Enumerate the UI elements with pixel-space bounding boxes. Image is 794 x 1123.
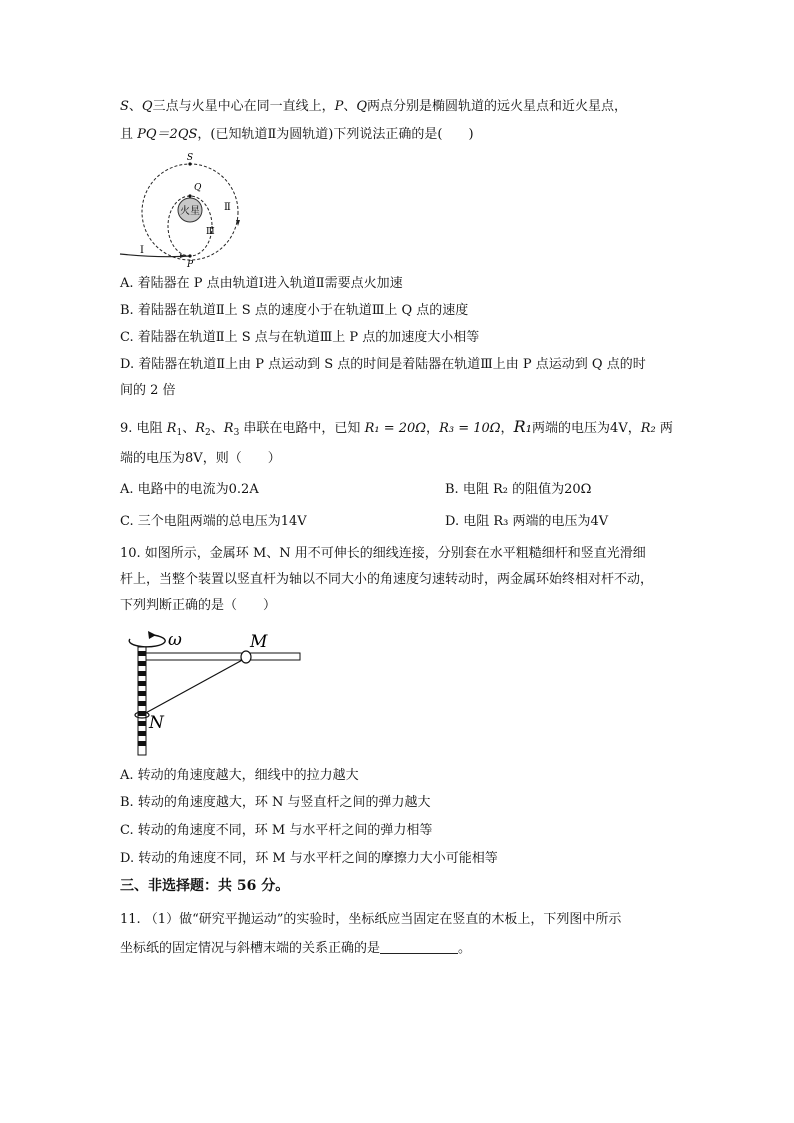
horizontal-rod bbox=[146, 653, 300, 660]
point-q-label: Q bbox=[194, 183, 202, 193]
q8-stem-line1: S、Q三点与火星中心在同一直线上，P、Q两点分别是椭圆轨道的远火星点和近火星点， bbox=[120, 99, 628, 114]
q11-stem-line2: 坐标纸的固定情况与斜槽末端的关系正确的是 。 bbox=[120, 941, 472, 956]
q9-option-d: D. 电阻 R₃ 两端的电压为4V bbox=[445, 514, 609, 529]
ring-m bbox=[241, 651, 251, 663]
section-3-heading: 三、非选择题：共 56 分。 bbox=[120, 878, 290, 894]
answer-blank[interactable] bbox=[380, 941, 458, 954]
point-s-label: S bbox=[186, 153, 194, 163]
q10-stem-line2: 杆上，当整个装置以竖直杆为轴以不同大小的角速度匀速转动时，两金属环始终相对杆不动， bbox=[120, 572, 654, 587]
rotating-rod-figure bbox=[118, 627, 308, 757]
orbit-1-label: Ⅰ bbox=[140, 245, 144, 256]
q9-option-a: A. 电路中的电流为0.2A bbox=[120, 482, 259, 497]
rotation-arc bbox=[129, 635, 165, 647]
q9-option-c: C. 三个电阻两端的总电压为14V bbox=[120, 514, 307, 529]
q8-option-a: A. 着陆器在 P 点由轨道Ⅰ进入轨道Ⅱ需要点火加速 bbox=[120, 276, 403, 291]
orbit-2-label: Ⅱ bbox=[224, 202, 231, 213]
ring-n-label: N bbox=[149, 713, 164, 733]
q8-option-d-cont: 间的 2 倍 bbox=[120, 383, 176, 398]
q11-stem-line1: 11. （1）做“研究平抛运动”的实验时，坐标纸应当固定在竖直的木板上，下列图中所示 bbox=[120, 912, 622, 927]
q10-option-c: C. 转动的角速度不同，环 M 与水平杆之间的弹力相等 bbox=[120, 823, 433, 838]
q8-option-c: C. 着陆器在轨道Ⅱ上 S 点与在轨道Ⅲ上 P 点的加速度大小相等 bbox=[120, 330, 480, 345]
q8-option-b: B. 着陆器在轨道Ⅱ上 S 点的速度小于在轨道Ⅲ上 Q 点的速度 bbox=[120, 303, 469, 318]
point-p-dot bbox=[188, 254, 191, 257]
omega-label: ω bbox=[168, 630, 182, 650]
q10-option-a: A. 转动的角速度越大，细线中的拉力越大 bbox=[120, 768, 359, 783]
q9-option-b: B. 电阻 R₂ 的阻值为20Ω bbox=[445, 482, 592, 497]
q8-stem-line2: 且 PQ＝2QS，(已知轨道Ⅱ为圆轨道)下列说法正确的是( ) bbox=[120, 127, 474, 142]
orbit-3-label: Ⅲ bbox=[206, 227, 215, 237]
orbit-1-arc bbox=[120, 254, 190, 257]
point-p-label: P bbox=[186, 260, 194, 268]
rotation-arrowhead bbox=[148, 631, 156, 639]
point-q-dot bbox=[188, 194, 191, 197]
string-line bbox=[142, 658, 246, 715]
q10-stem-line1: 10. 如图所示，金属环 M、N 用不可伸长的细线连接，分别套在水平粗糙细杆和竖直光滑细 bbox=[120, 546, 646, 561]
q9-stem-line2: 端的电压为8V，则（ ） bbox=[120, 451, 281, 466]
q9-stem-line1: 9. 电阻 $R_1$、$R_2$、$R_3$ 串联在电路中，已知 R₁ = 20Ω，R₃ = 10Ω，R₁两端的电压为4V，R₂ 两 bbox=[120, 417, 673, 438]
orbit-1-arrow bbox=[180, 254, 186, 258]
ring-m-label: M bbox=[250, 632, 268, 652]
q10-option-d: D. 转动的角速度不同，环 M 与水平杆之间的摩擦力大小可能相等 bbox=[120, 851, 498, 866]
q8-option-d: D. 着陆器在轨道Ⅱ上由 P 点运动到 S 点的时间是着陆器在轨道Ⅲ上由 P 点运动到 Q 点的时 bbox=[120, 357, 646, 372]
mars-orbit-figure bbox=[118, 150, 248, 268]
q10-stem-line3: 下列判断正确的是（ ） bbox=[120, 598, 277, 613]
mars-label: 火星 bbox=[180, 206, 200, 217]
q10-option-b: B. 转动的角速度越大，环 N 与竖直杆之间的弹力越大 bbox=[120, 795, 431, 810]
